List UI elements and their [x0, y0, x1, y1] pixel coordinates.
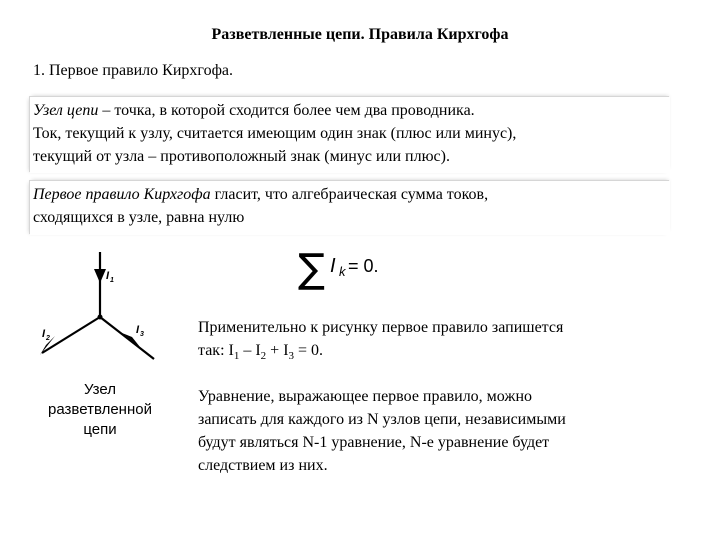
first-rule-line-1 — [33, 183, 667, 206]
formula-rhs: = 0. — [348, 256, 379, 276]
label-i3: I — [136, 324, 140, 336]
label-i2: I — [42, 328, 46, 340]
node-diagram — [30, 247, 170, 377]
arrow-i1 — [94, 269, 106, 283]
first-rule-line-2: сходящихся в узле, равна нулю — [33, 209, 245, 226]
label-i1-sub: 1 — [110, 277, 114, 284]
first-rule-term: Первое правило Кирхгофа — [33, 186, 211, 203]
kirchhoff-sum-formula — [298, 244, 428, 290]
eq-i1-sub: 1 — [233, 350, 240, 363]
first-rule-text: гласит, что алгебраическая сумма токов, — [210, 186, 489, 203]
wire-right — [100, 317, 154, 359]
label-i3-sub: 3 — [140, 331, 144, 338]
eq-i2: I — [255, 342, 261, 359]
application-line-1: Применительно к рисунку первое правило запишется — [198, 319, 564, 336]
section-heading: 1. Первое правило Кирхгофа. — [33, 62, 234, 79]
application-text — [198, 316, 668, 368]
note-line-3: будут являться N-1 уравнение, N-е уравнение будет — [198, 434, 550, 451]
note-line-2: записать для каждого из N узлов цепи, независимыми — [198, 411, 566, 428]
application-equation — [198, 339, 668, 368]
first-rule-panel — [30, 181, 670, 235]
node-definition-line-1 — [33, 99, 667, 122]
eq-i3: I — [283, 342, 289, 359]
node-definition-panel — [30, 97, 670, 173]
node-point — [98, 315, 103, 320]
eq-i3-sub: 3 — [288, 350, 295, 363]
diagram-caption — [40, 380, 160, 440]
note-line-4: следствием из них. — [198, 457, 328, 474]
caption-line-3: цепи — [83, 421, 117, 438]
eq-i1: I — [228, 342, 234, 359]
node-definition-line-2: Ток, текущий к узлу, считается имеющим один знак (плюс или минус), — [33, 125, 517, 142]
formula-variable: I — [330, 255, 336, 277]
label-i2-sub: 2 — [46, 335, 50, 342]
eq-i2-sub: 2 — [260, 350, 267, 363]
eq-end: = 0. — [294, 342, 324, 359]
wire-left — [42, 317, 100, 353]
node-definition-text: – точка, в которой сходится более чем два проводника. — [98, 102, 475, 119]
eq-op1: – — [239, 342, 256, 359]
eq-op2: + — [266, 342, 284, 359]
eq-prefix: так: — [198, 342, 229, 359]
equation-note — [198, 385, 668, 477]
label-i1: I — [106, 270, 110, 282]
caption-line-1: Узел — [84, 381, 116, 398]
sigma-symbol: ∑ — [298, 246, 325, 290]
node-term: Узел цепи — [33, 102, 99, 119]
formula-subscript: k — [339, 264, 346, 279]
caption-line-2: разветвленной — [48, 401, 152, 418]
note-line-1: Уравнение, выражающее первое правило, можно — [198, 388, 533, 405]
node-definition-line-3: текущий от узла – противоположный знак (минус или плюс). — [33, 148, 450, 165]
page-title: Разветвленные цепи. Правила Кирхгофа — [211, 26, 509, 43]
